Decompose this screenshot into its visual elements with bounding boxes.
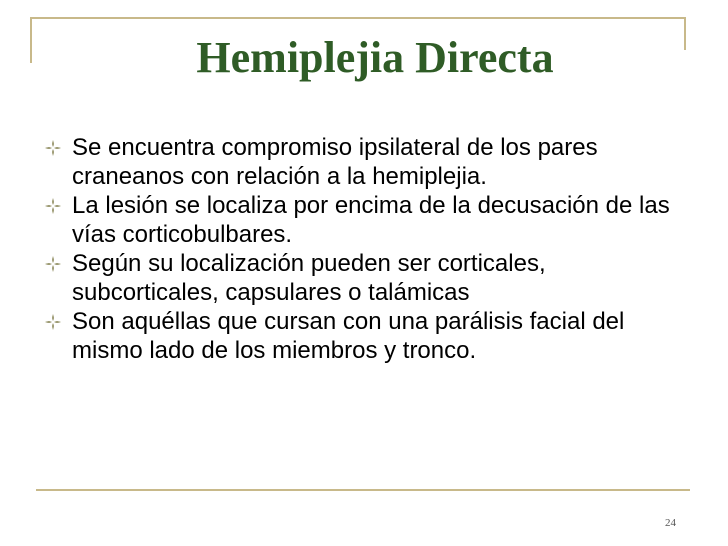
diamond-leaf-bullet-icon: [44, 139, 62, 157]
top-frame-rule: [30, 17, 684, 19]
diamond-leaf-bullet-icon: [44, 197, 62, 215]
page-number: 24: [665, 517, 676, 529]
bullet-text: Según su localización pueden ser corticales, subcorticales, capsulares o talámicas: [72, 250, 546, 306]
bottom-frame-rule: [36, 489, 690, 491]
bullet-item: [40, 249, 690, 307]
bullet-item: [40, 191, 690, 249]
slide-title: Hemiplejia Directa: [196, 33, 554, 82]
bullet-text: La lesión se localiza por encima de la decusación de las vías corticobulbares.: [72, 192, 670, 248]
diamond-leaf-bullet-icon: [44, 313, 62, 331]
bullet-text: Son aquéllas que cursan con una parálisis facial del mismo lado de los miembros y tronco.: [72, 308, 625, 364]
bullet-list: [40, 133, 690, 365]
bullet-item: [40, 307, 690, 365]
bullet-text: Se encuentra compromiso ipsilateral de los pares craneanos con relación a la hemiplejia.: [72, 134, 598, 190]
diamond-leaf-bullet-icon: [44, 255, 62, 273]
bullet-item: [40, 133, 690, 191]
